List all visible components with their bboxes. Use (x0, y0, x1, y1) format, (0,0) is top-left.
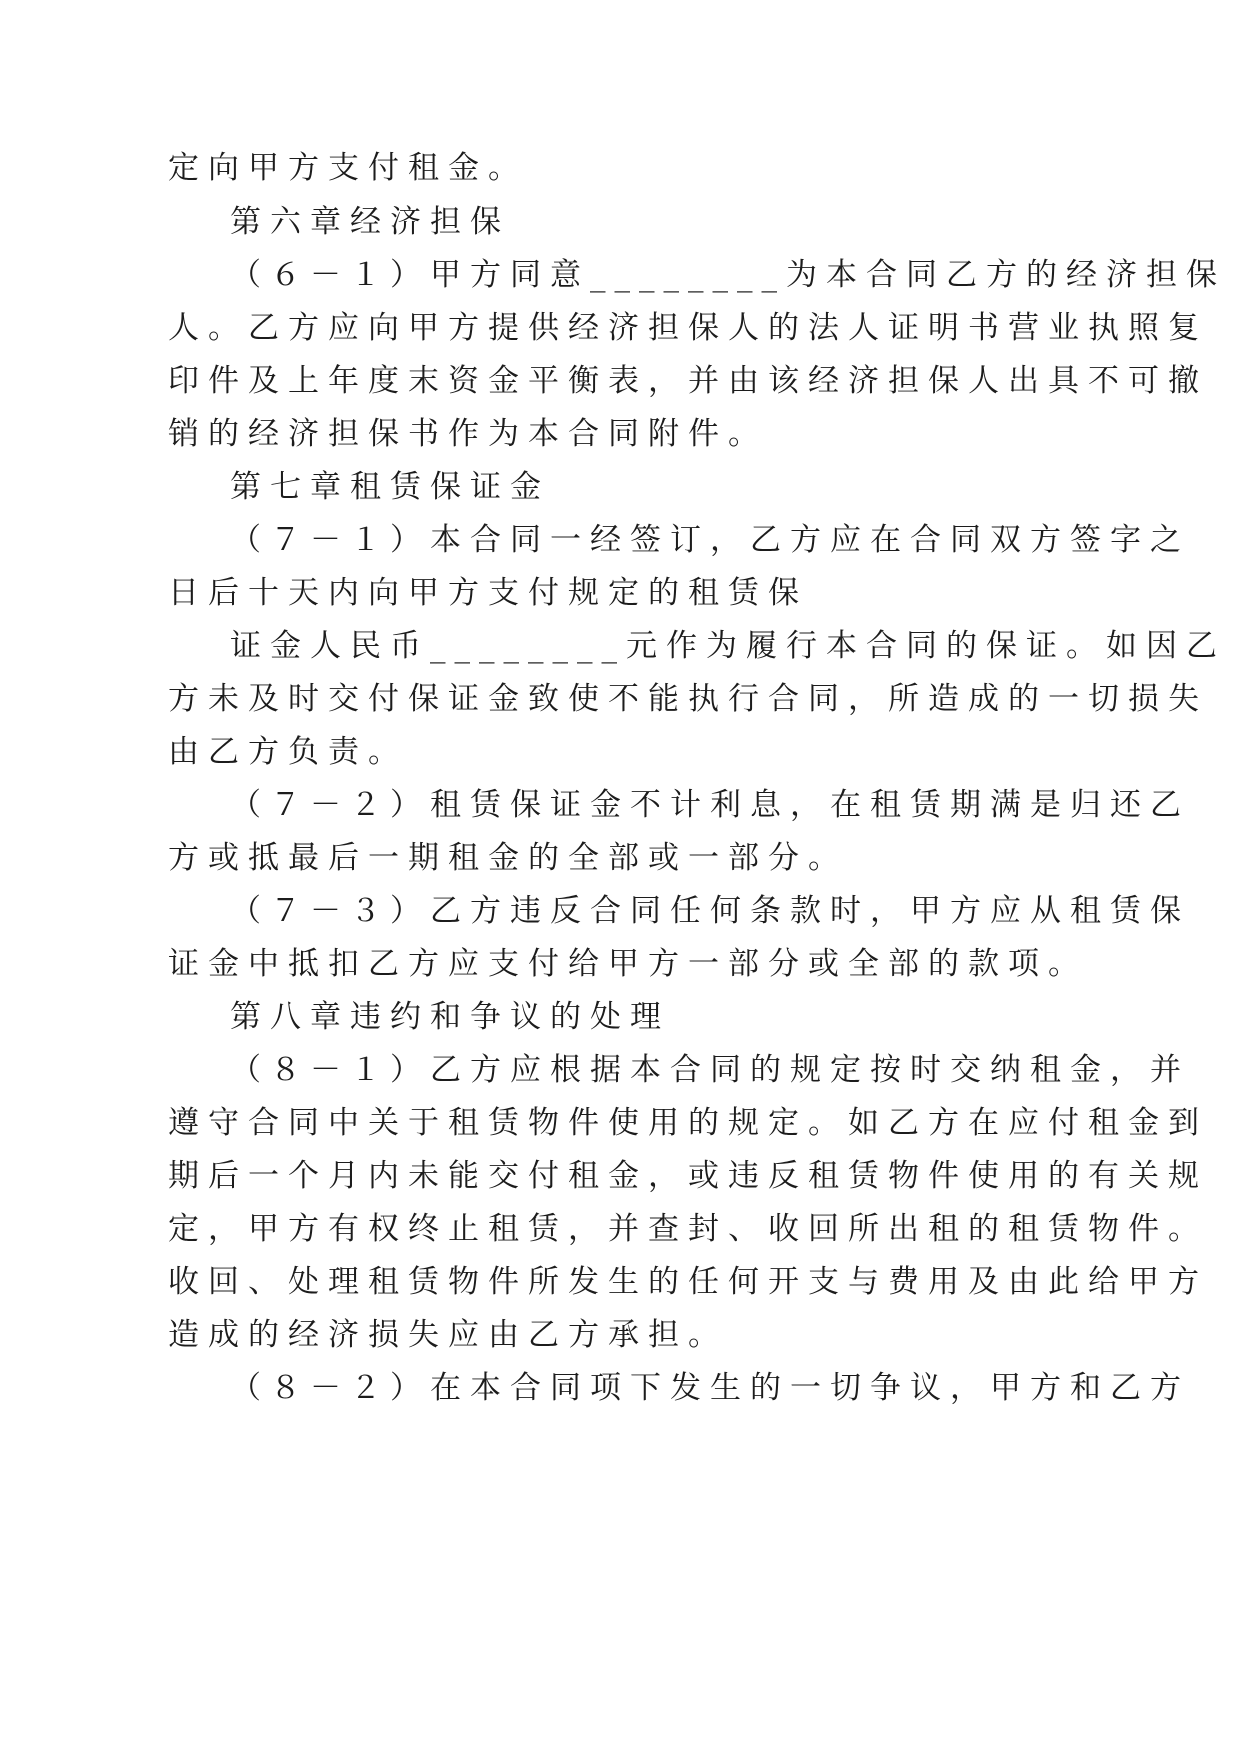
text-line: 遵守合同中关于租赁物件使用的规定。如乙方在应付租金到 (168, 1105, 1208, 1141)
text-line: 期后一个月内未能交付租金，或违反租赁物件使用的有关规 (168, 1158, 1208, 1194)
chapter-heading: 第六章经济担保 (230, 204, 510, 240)
text-line: （７－３）乙方违反合同任何条款时，甲方应从租赁保 (230, 893, 1190, 929)
text-line: 销的经济担保书作为本合同附件。 (168, 416, 768, 452)
text-line: （８－２）在本合同项下发生的一切争议，甲方和乙方 (230, 1370, 1190, 1406)
chapter-heading: 第八章违约和争议的处理 (230, 999, 670, 1035)
text-line: 定向甲方支付租金。 (168, 150, 528, 186)
text-line: 方或抵最后一期租金的全部或一部分。 (168, 840, 848, 876)
text-line: 证金中抵扣乙方应支付给甲方一部分或全部的款项。 (168, 946, 1088, 982)
text-line: 日后十天内向甲方支付规定的租赁保 (168, 575, 808, 611)
chapter-heading: 第七章租赁保证金 (230, 469, 550, 505)
text-line: 收回、处理租赁物件所发生的任何开支与费用及由此给甲方 (168, 1264, 1208, 1300)
text-line: （８－１）乙方应根据本合同的规定按时交纳租金，并 (230, 1052, 1190, 1088)
text-line: （７－２）租赁保证金不计利息，在租赁期满是归还乙 (230, 787, 1190, 823)
text-line: 造成的经济损失应由乙方承担。 (168, 1317, 728, 1353)
text-line: （６－１）甲方同意________为本合同乙方的经济担保 (230, 257, 1226, 293)
text-line: 印件及上年度末资金平衡表，并由该经济担保人出具不可撤 (168, 363, 1208, 399)
text-line: 证金人民币________元作为履行本合同的保证。如因乙 (230, 628, 1226, 664)
text-line: 由乙方负责。 (168, 734, 408, 770)
text-line: 方未及时交付保证金致使不能执行合同，所造成的一切损失 (168, 681, 1208, 717)
text-line: 定，甲方有权终止租赁，并查封、收回所出租的租赁物件。 (168, 1211, 1208, 1247)
text-line: （７－１）本合同一经签订，乙方应在合同双方签字之 (230, 522, 1190, 558)
text-line: 人。乙方应向甲方提供经济担保人的法人证明书营业执照复 (168, 310, 1208, 346)
